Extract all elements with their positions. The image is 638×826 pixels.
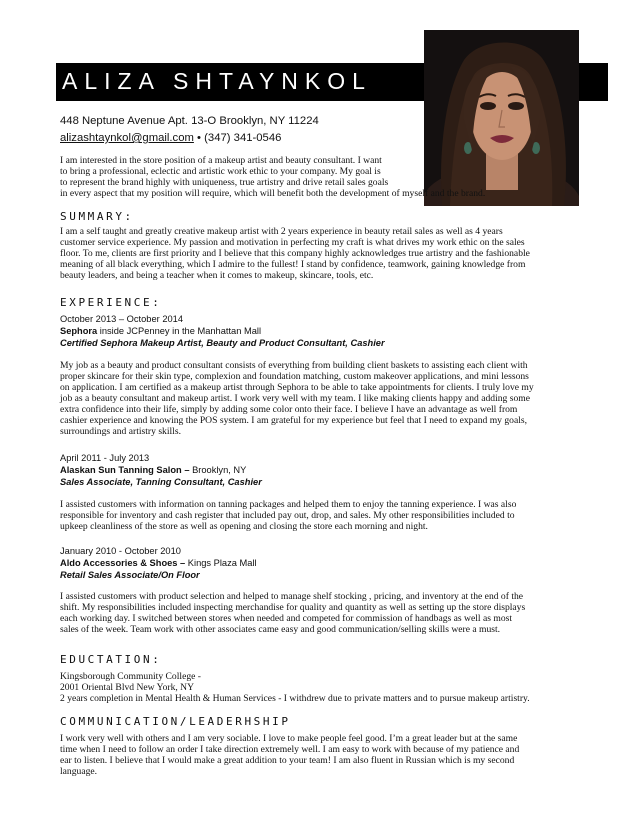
communication-paragraph bbox=[60, 733, 580, 777]
separator-bullet: • bbox=[197, 132, 202, 144]
candidate-name: ALIZA SHTAYNKOL bbox=[62, 68, 372, 94]
job-location: Kings Plaza Mall bbox=[185, 558, 257, 568]
summary-heading: SUMMARY: bbox=[60, 210, 134, 223]
job-description-line: extra confidence into their life, simply by adding some color onto their face. I believe I have an advantage as well from bbox=[60, 404, 518, 415]
job-description-line: cashier experience and knowing the POS system. I am grateful for my experience but feel that I need to expand my goals, bbox=[60, 415, 528, 426]
job-employer: Aldo Accessories & Shoes – bbox=[60, 558, 186, 568]
job-description-line: shift. My responsibilities included inspecting merchandise for quality and quantity as well as setting up the store displays bbox=[60, 602, 526, 613]
job-description-line: each working day. I switched between stores when needed and competed for commission of handbags as well as most bbox=[60, 613, 513, 624]
job-description-line: sales of the week. Team work with other associates came easy and good communication/selling skills were a must. bbox=[60, 624, 501, 635]
education-address: 2001 Oriental Blvd New York, NY bbox=[60, 682, 195, 693]
education-block bbox=[60, 671, 580, 704]
job-title: Certified Sephora Makeup Artist, Beauty and Product Consultant, Cashier bbox=[60, 338, 385, 348]
objective-line: I am interested in the store position of a makeup artist and beauty consultant. I want bbox=[60, 155, 382, 166]
email-link[interactable]: alizashtaynkol@gmail.com bbox=[60, 132, 194, 144]
street-address: 448 Neptune Avenue Apt. 13-O Brooklyn, NY 11224 bbox=[60, 115, 319, 127]
job-description bbox=[60, 360, 580, 437]
objective-line: to represent the brand highly with uniqueness, true artistry and drive retail sales goals bbox=[60, 177, 389, 188]
job-description-line: on application. I am certified as a makeup artist through Sephora to be able to take appointments for clients. I truly love my bbox=[60, 382, 534, 393]
communication-line: ear to listen. I believe that I would make a great addition to your team! I am also fluent in Russian which is my second bbox=[60, 755, 515, 766]
job-location: Brooklyn, NY bbox=[189, 465, 247, 475]
job-location: inside JCPenney in the Manhattan Mall bbox=[97, 326, 262, 336]
phone-number: (347) 341-0546 bbox=[204, 132, 282, 144]
objective-paragraph bbox=[60, 155, 580, 199]
job-employer: Sephora bbox=[60, 326, 98, 336]
job-employer-line bbox=[60, 326, 261, 336]
summary-line: beauty leaders, and being a teacher when it comes to makeup, skincare, tools, etc. bbox=[60, 270, 374, 281]
communication-line: language. bbox=[60, 766, 98, 777]
summary-line: meaning of all black everything, which I admire to the fullest! I stand by confidence, teamwork, gaining knowledge from bbox=[60, 259, 526, 270]
job-description-line: job as a beauty consultant and makeup artist. I work very well with my team. I like making clients happy and adding some bbox=[60, 393, 530, 404]
job-description-line: My job as a beauty and product consultant consists of everything from building client baskets to assisting each client with bbox=[60, 360, 528, 371]
experience-heading: EXPERIENCE: bbox=[60, 296, 162, 309]
summary-line: floor. To me, clients are first priority and I believe that this company highly acknowledges true artistry and the fashionable bbox=[60, 248, 530, 259]
job-employer-line bbox=[60, 558, 257, 568]
job-description-line: responsible for inventory and cash register that included pay out, drop, and sales. My other responsibilities included to bbox=[60, 510, 515, 521]
job-dates: January 2010 - October 2010 bbox=[60, 546, 181, 556]
job-description-line: proper skincare for their skin type, complexion and foundation matching, custom makeover applications, and mini lessons bbox=[60, 371, 529, 382]
summary-line: I am a self taught and greatly creative makeup artist with 2 years experience in beauty retail sales as well as 4 years bbox=[60, 226, 503, 237]
job-title: Retail Sales Associate/On Floor bbox=[60, 570, 200, 580]
job-employer-line bbox=[60, 465, 246, 475]
communication-line: I work very well with others and I am very sociable. I love to make people feel good. I’m a great leader but at the same bbox=[60, 733, 518, 744]
objective-line: to bring a professional, eclectic and artistic work ethic to your company. My goal is bbox=[60, 166, 381, 177]
job-employer: Alaskan Sun Tanning Salon – bbox=[60, 465, 190, 475]
objective-line: in every aspect that my position will require, which will benefit both the development of myself and the brand. bbox=[60, 188, 486, 199]
job-dates: April 2011 - July 2013 bbox=[60, 453, 150, 463]
education-note: 2 years completion in Mental Health & Human Services - I withdrew due to private matters and to pursue makeup artistry. bbox=[60, 693, 530, 704]
job-description bbox=[60, 499, 580, 532]
job-dates: October 2013 – October 2014 bbox=[60, 314, 184, 324]
contact-line bbox=[60, 132, 281, 144]
communication-line: time when I need to follow an order I take direction extremely well. I am easy to work with because of my patience and bbox=[60, 744, 520, 755]
education-school: Kingsborough Community College - bbox=[60, 671, 201, 682]
summary-line: customer service experience. My passion and motivation in perfecting my craft is what drives my work ethic on the sales bbox=[60, 237, 525, 248]
job-description-line: I assisted customers with information on tanning packages and helped them to enjoy the tanning experience. I was also bbox=[60, 499, 517, 510]
job-description-line: upkeep cleanliness of the store as well as opening and closing the store each morning and night. bbox=[60, 521, 428, 532]
education-heading: EDUCTATION: bbox=[60, 653, 162, 666]
job-description-line: I assisted customers with product selection and helped to manage shelf stocking , pricing, and inventory at the end of the bbox=[60, 591, 524, 602]
job-description-line: surroundings and artistry skills. bbox=[60, 426, 181, 437]
job-description bbox=[60, 591, 580, 635]
communication-heading: COMMUNICATION/LEADERHSHIP bbox=[60, 715, 291, 728]
summary-paragraph bbox=[60, 226, 580, 281]
job-title: Sales Associate, Tanning Consultant, Cashier bbox=[60, 477, 262, 487]
